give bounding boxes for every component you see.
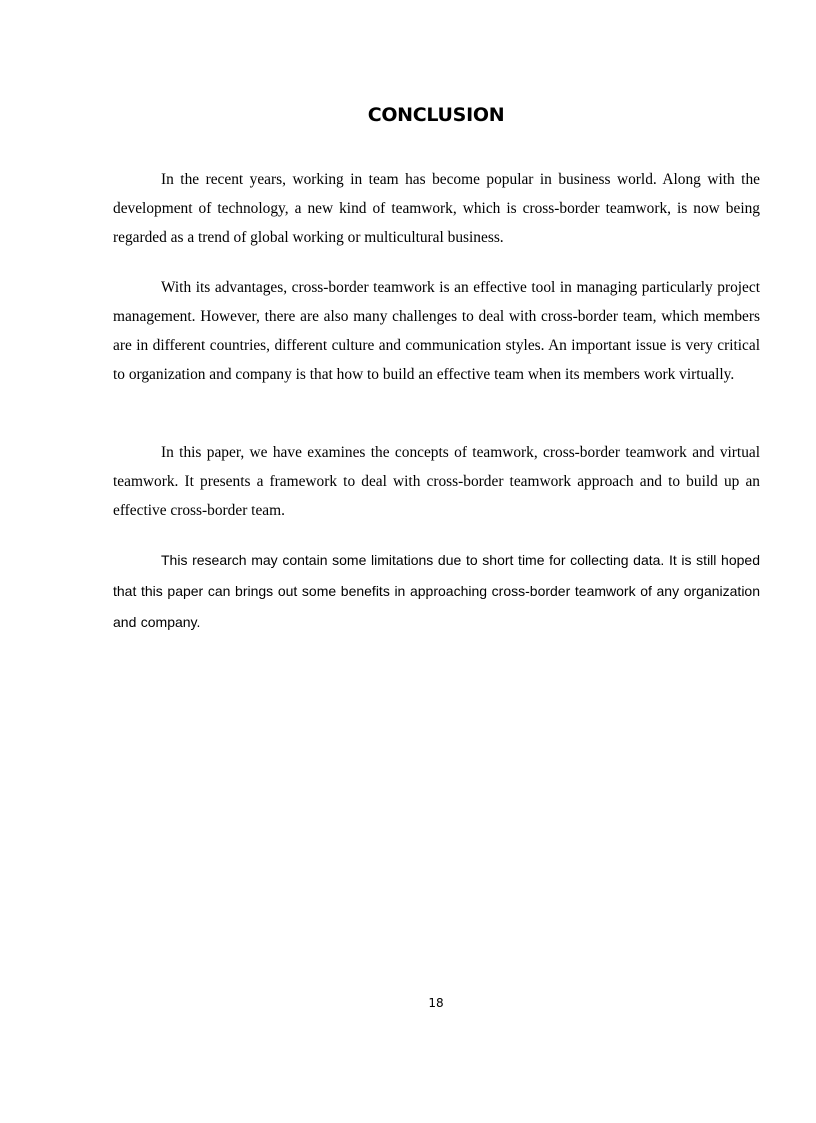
page-title: CONCLUSION: [367, 104, 505, 126]
paragraph-intro: In the recent years, working in team has become popular in business world. Along with the development of technology, a new kind of teamwork, which is cross-border teamwork, is now being regarded as a trend of global working or multicultural business.: [113, 171, 760, 246]
paragraph-paper-summary: In this paper, we have examines the concepts of teamwork, cross-border teamwork and virtual teamwork. It presents a framework to deal with cross-border teamwork approach and to build up an effective cross-border team.: [113, 444, 760, 519]
paragraph-advantages: With its advantages, cross-border teamwork is an effective tool in managing particularly project management. However, there are also many challenges to deal with cross-border team, which members are in different countries, different culture and communication styles. An important issue is very critical to organization and company is that how to build an effective team when its members work virtually.: [113, 279, 760, 383]
page-number: 18: [428, 996, 444, 1010]
paragraph-limitations: This research may contain some limitations due to short time for collecting data. It is still hoped that this paper can brings out some benefits in approaching cross-border teamwork of any organization and company.: [113, 552, 760, 630]
